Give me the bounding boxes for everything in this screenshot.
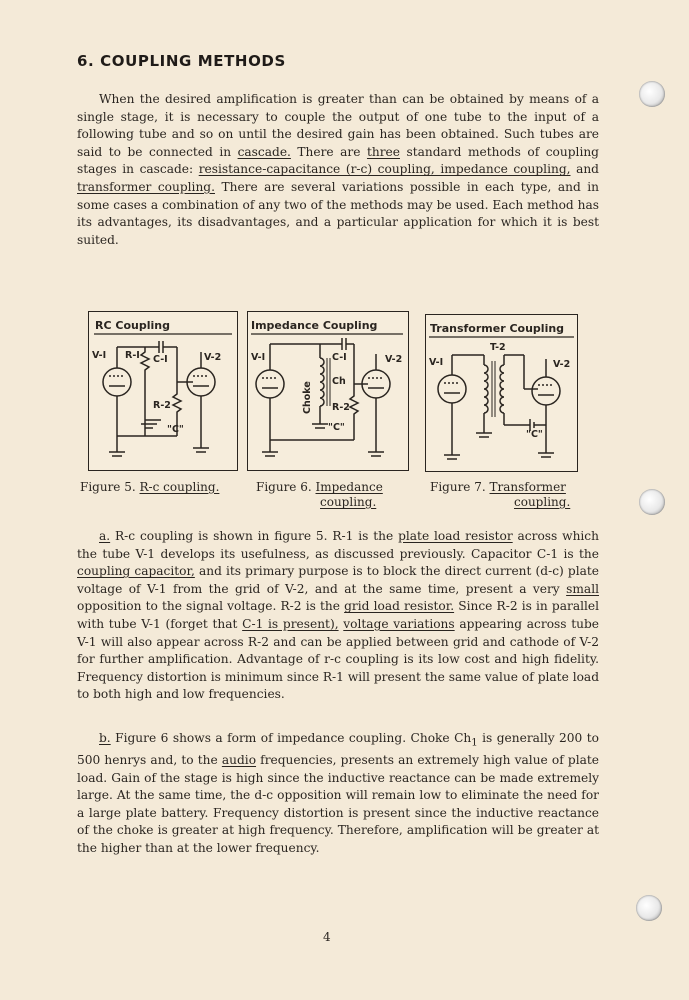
fig6-caption-prefix: Figure 6. — [256, 480, 316, 494]
binder-hole-top — [639, 81, 665, 107]
fig7-label-v2: V-2 — [553, 359, 571, 370]
term-grid-load-resistor: grid load resistor. — [344, 599, 455, 614]
para-a-text-3: and its primary purpose is to block the direct current (d-c) plate voltage of V-1 from the grid of V-2, and at the same time, present a very — [77, 564, 599, 596]
para-b-text-3: frequencies, presents an extremely high value of plate load. Gain of the stage is high since the inductive reactance can be made extremely large. At the same time, the d-c opposition will remain low to eliminate the need for a large plate battery. Frequency distortion is present since the inductive reactance of the choke is greater at high frequency. Therefore, amplification will be greater at the higher than at the lower frequency. — [77, 753, 599, 855]
figure-rc-coupling — [88, 311, 238, 471]
fig6-label-c: "C" — [328, 422, 345, 433]
term-rc-and-impedance: resistance-capacitance (r-c) coupling, impedance coupling, — [198, 162, 571, 177]
term-c1-present: C-1 is present), — [242, 616, 339, 631]
intro-paragraph — [77, 91, 599, 249]
para-a-text-7: appearing across tube V-1 will also appear across R-2 and can be applied between grid and cathode of V-2 for further amplification. Advantage of r-c coupling is its low cost and high fidelity. Frequency distortion is minimum since R-1 will present the same value of plate load to both high and low frequencies. — [77, 616, 599, 702]
fig5-title: RC Coupling — [95, 319, 170, 332]
page-number: 4 — [323, 930, 331, 944]
fig6-label-v2: V-2 — [385, 354, 403, 365]
fig7-title: Transformer Coupling — [430, 322, 565, 335]
fig7-caption-term-1: Transformer — [489, 480, 566, 494]
figure-impedance-coupling — [247, 311, 409, 471]
intro-text-5: There are several variations possible in each type, and in some cases a combination of any two of the methods may be used. Each method has its advantages, its disadvantages, and a particular application for which it is best suited. — [77, 179, 599, 247]
section-heading: 6. COUPLING METHODS — [77, 52, 286, 70]
para-a-text-4: opposition to the signal voltage. R-2 is the — [77, 599, 345, 614]
fig7-tube-v2 — [532, 377, 560, 405]
fig7-label-v1: V-I — [429, 357, 444, 368]
fig5-label-v1: V-I — [92, 350, 107, 361]
para-a-text-2: across which the tube V-1 develops its usefulness, as discussed previously. Capacitor C-1 is the — [77, 529, 599, 561]
term-coupling-capacitor: coupling capacitor, — [77, 564, 195, 579]
intro-text-1: When the desired amplification is greater than can be obtained by means of a single stage, it is necessary to couple the output of one tube to the input of a following tube and so on until the desired gain has been obtained. Such tubes are said to be connected in — [77, 92, 599, 159]
fig7-caption-prefix: Figure 7. — [430, 480, 490, 494]
fig7-label-c: "C" — [526, 429, 543, 440]
para-b-text-1: Figure 6 shows a form of impedance coupling. Choke Ch — [110, 731, 472, 745]
figure-transformer-coupling — [425, 314, 578, 472]
fig5-caption-prefix: Figure 5. — [80, 480, 140, 494]
fig6-label-v1: V-I — [251, 352, 266, 363]
fig6-label-r2: R-2 — [332, 402, 350, 413]
term-plate-load-resistor: plate load resistor — [398, 529, 513, 543]
intro-text-3: standard methods of coupling stages in cascade: — [77, 144, 599, 177]
fig7-label-t2: T-2 — [490, 342, 506, 353]
paragraph-b — [77, 730, 599, 858]
fig5-tube-v1 — [103, 368, 131, 396]
para-b-text-2: is generally 200 to 500 henrys and, to the — [77, 731, 599, 768]
fig7-caption — [430, 480, 590, 510]
fig5-caption — [80, 480, 219, 495]
fig6-title: Impedance Coupling — [251, 319, 378, 332]
fig5-label-r2: R-2 — [153, 400, 171, 411]
fig7-tube-v1 — [438, 375, 466, 403]
term-audio: audio — [221, 753, 257, 768]
fig7-caption-term-2: coupling. — [514, 495, 571, 509]
fig6-caption — [256, 480, 406, 510]
fig6-label-ch1: Ch — [332, 376, 346, 387]
term-small: small — [566, 581, 599, 596]
binder-hole-middle — [639, 489, 665, 515]
para-b-subscript: 1 — [471, 737, 478, 749]
term-transformer: transformer coupling. — [77, 179, 215, 194]
fig5-label-c: "C" — [167, 424, 184, 435]
para-a-text-1: R-c coupling is shown in figure 5. R-1 is the — [110, 529, 399, 543]
intro-text-2: There are — [290, 144, 367, 159]
fig6-tube-v1 — [256, 370, 284, 398]
term-cascade: cascade. — [237, 144, 291, 159]
para-b-marker: b. — [99, 731, 111, 745]
paragraph-a — [77, 528, 599, 704]
fig6-caption-term-1: Impedance — [315, 480, 383, 494]
fig5-label-r1: R-I — [125, 350, 140, 361]
term-voltage-variations: voltage variations — [343, 616, 455, 631]
intro-text-4: and — [570, 162, 599, 177]
para-a-text-5: Since R-2 is in parallel with tube V-1 (forget that — [77, 599, 599, 631]
fig6-caption-term-2: coupling. — [320, 495, 377, 509]
fig6-label-c1: C-I — [332, 352, 347, 363]
fig5-caption-term: R-c coupling. — [139, 480, 220, 494]
fig5-label-c1: C-I — [153, 354, 168, 365]
fig5-label-v2: V-2 — [204, 352, 222, 363]
binder-hole-bottom — [636, 895, 662, 921]
term-three: three — [366, 144, 400, 159]
para-a-marker: a. — [99, 529, 111, 543]
fig6-label-choke: Choke — [302, 381, 313, 414]
